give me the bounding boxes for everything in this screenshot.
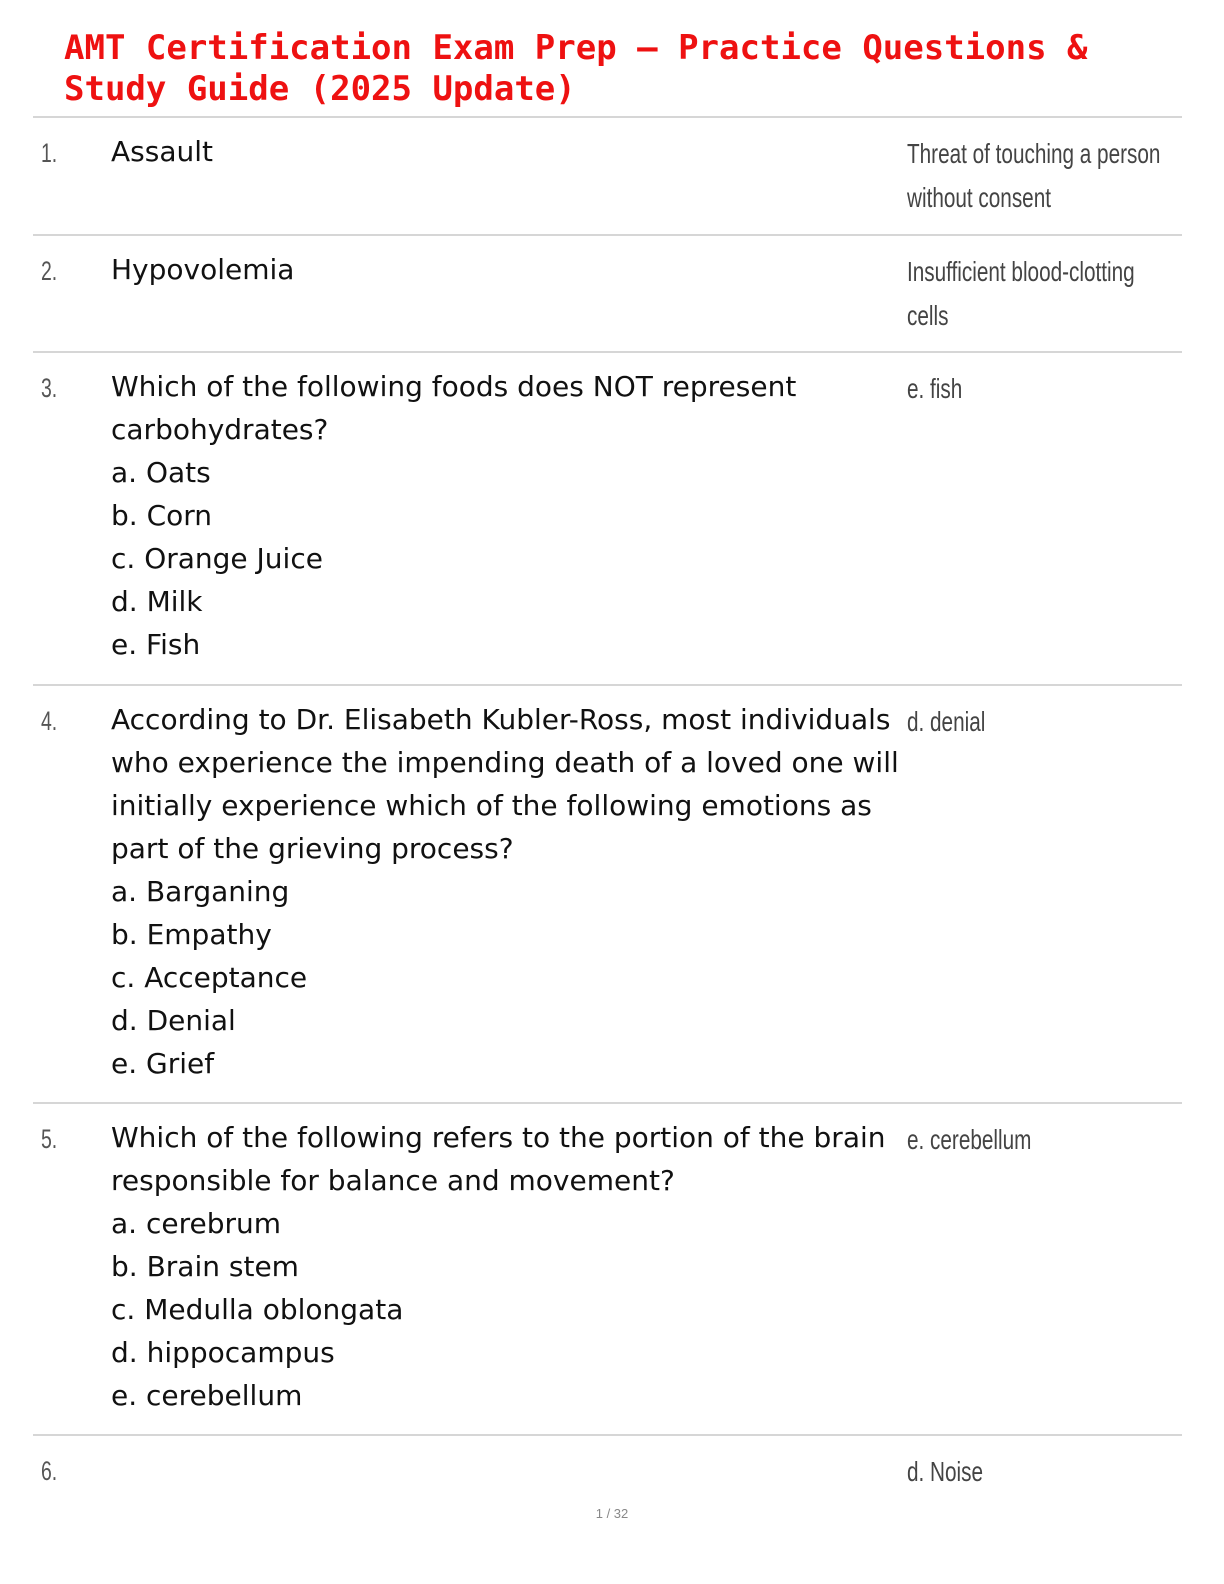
card-question-text: According to Dr. Elisabeth Kubler-Ross, most individuals who experience the impending death of a loved one will initially experience which of the following emotions as part of the grieving process?: [111, 703, 899, 865]
answer-option: c. Orange Juice: [111, 542, 323, 575]
card-term: [111, 248, 911, 291]
flashcard-list: [33, 116, 1182, 1506]
flashcard-row: [33, 1436, 1182, 1506]
card-term: [111, 698, 911, 1085]
flashcard-row: [33, 686, 1182, 1104]
answer-option: b. Empathy: [111, 918, 272, 951]
card-definition: [907, 1118, 1169, 1162]
answer-option: e. Grief: [111, 1047, 215, 1080]
card-number: 2.: [41, 256, 58, 286]
card-number: 1.: [41, 138, 58, 168]
card-number: 3.: [41, 373, 58, 403]
card-term-text: Assault: [111, 135, 213, 168]
answer-option: d. Denial: [111, 1004, 236, 1037]
card-definition: [907, 700, 1169, 744]
card-term-text: Hypovolemia: [111, 253, 295, 286]
flashcard-row: [33, 1104, 1182, 1436]
card-definition-text: d. Noise: [907, 1456, 984, 1487]
card-term: [111, 130, 911, 173]
page-indicator: 1 / 32: [595, 1506, 629, 1521]
answer-option: a. cerebrum: [111, 1207, 282, 1240]
card-definition: [907, 132, 1169, 220]
card-number: 5.: [41, 1124, 58, 1154]
answer-option: b. Corn: [111, 499, 213, 532]
card-definition-text: Threat of touching a person without consent: [907, 138, 1161, 213]
flashcard-row: [33, 353, 1182, 686]
flashcard-row: [33, 236, 1182, 353]
answer-option: b. Brain stem: [111, 1250, 299, 1283]
answer-option: d. hippocampus: [111, 1336, 335, 1369]
card-definition: [907, 1450, 1169, 1494]
flashcard-row: [33, 118, 1182, 236]
card-number: 6.: [41, 1456, 58, 1486]
answer-option: e. cerebellum: [111, 1379, 303, 1412]
card-definition-text: d. denial: [907, 706, 986, 737]
answer-option: a. Oats: [111, 456, 211, 489]
answer-option: c. Acceptance: [111, 961, 308, 994]
answer-option: a. Barganing: [111, 875, 290, 908]
card-question-text: Which of the following foods does NOT represent carbohydrates?: [111, 370, 797, 446]
answer-option: d. Milk: [111, 585, 203, 618]
card-number: 4.: [41, 706, 58, 736]
card-question-text: Which of the following refers to the portion of the brain responsible for balance and movement?: [111, 1121, 886, 1197]
answer-option: e. Fish: [111, 628, 201, 661]
card-definition: [907, 367, 1169, 411]
card-definition-text: e. fish: [907, 373, 963, 404]
card-definition-text: Insufficient blood-clotting cells: [907, 256, 1135, 331]
card-definition-text: e. cerebellum: [907, 1124, 1032, 1155]
card-definition: [907, 250, 1169, 338]
document-title: AMT Certification Exam Prep – Practice Questions & Study Guide (2025 Update): [64, 28, 1088, 109]
card-term: [111, 365, 911, 666]
card-term: [111, 1116, 911, 1417]
answer-option: c. Medulla oblongata: [111, 1293, 404, 1326]
